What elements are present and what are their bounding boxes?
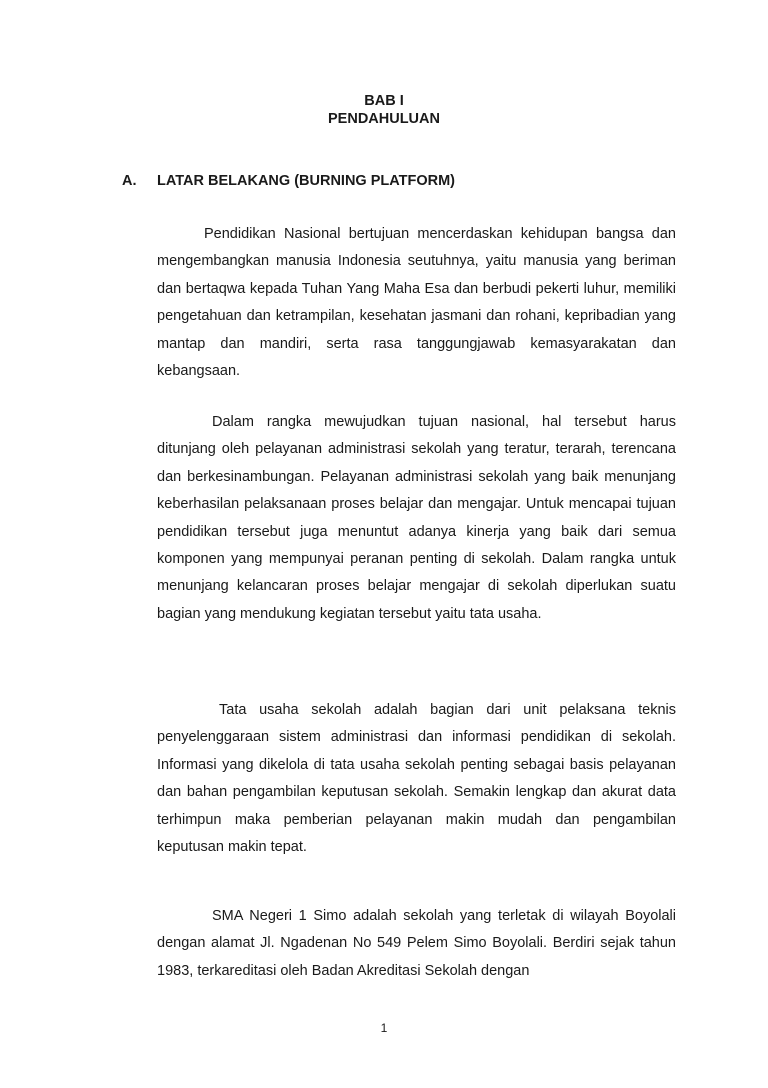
paragraph-3: Tata usaha sekolah adalah bagian dari unit pelaksana teknis penyelenggaraan sistem administrasi dan informasi pendidikan di sekolah. Informasi yang dikelola di tata usaha sekolah penting sebagai basis pelayanan dan bahan pengambilan keputusan sekolah. Semakin lengkap dan akurat data terhimpun maka pemberian pelayanan makin mudah dan pengambilan keputusan makin tepat. xyxy=(157,702,676,856)
paragraph-2: Dalam rangka mewujudkan tujuan nasional, hal tersebut harus ditunjang oleh pelayanan administrasi sekolah yang teratur, terarah, terencana dan berkesinambungan. Pelayanan administrasi sekolah yang baik menunjang keberhasilan pelaksanaan proses belajar dan mengajar. Untuk mencapai tujuan pendidikan tersebut juga menuntut adanya kinerja yang baik dari semua komponen yang mempunyai peranan penting di sekolah. Dalam rangka untuk menunjang kelancaran proses belajar mengajar di sekolah diperlukan suatu bagian yang mendukung kegiatan tersebut yaitu tata usaha. xyxy=(157,414,676,622)
chapter-label: BAB I xyxy=(364,93,404,109)
section-letter: A. xyxy=(122,173,137,189)
paragraph-4: SMA Negeri 1 Simo adalah sekolah yang terletak di wilayah Boyolali dengan alamat Jl. Ngadenan No 549 Pelem Simo Boyolali. Berdiri sejak tahun 1983, terkareditasi oleh Badan Akreditasi Sekolah dengan xyxy=(157,908,676,979)
chapter-title: PENDAHULUAN xyxy=(328,111,440,127)
paragraph-1: Pendidikan Nasional bertujuan mencerdaskan kehidupan bangsa dan mengembangkan manusia Indonesia seutuhnya, yaitu manusia yang beriman dan bertaqwa kepada Tuhan Yang Maha Esa dan berbudi pekerti luhur, memiliki pengetahuan dan ketrampilan, kesehatan jasmani dan rohani, kepribadian yang mantap dan mandiri, serta rasa tanggungjawab kemasyarakatan dan kebangsaan. xyxy=(157,226,676,380)
page-number: 1 xyxy=(380,1021,388,1035)
section-heading: LATAR BELAKANG (BURNING PLATFORM) xyxy=(157,173,456,189)
